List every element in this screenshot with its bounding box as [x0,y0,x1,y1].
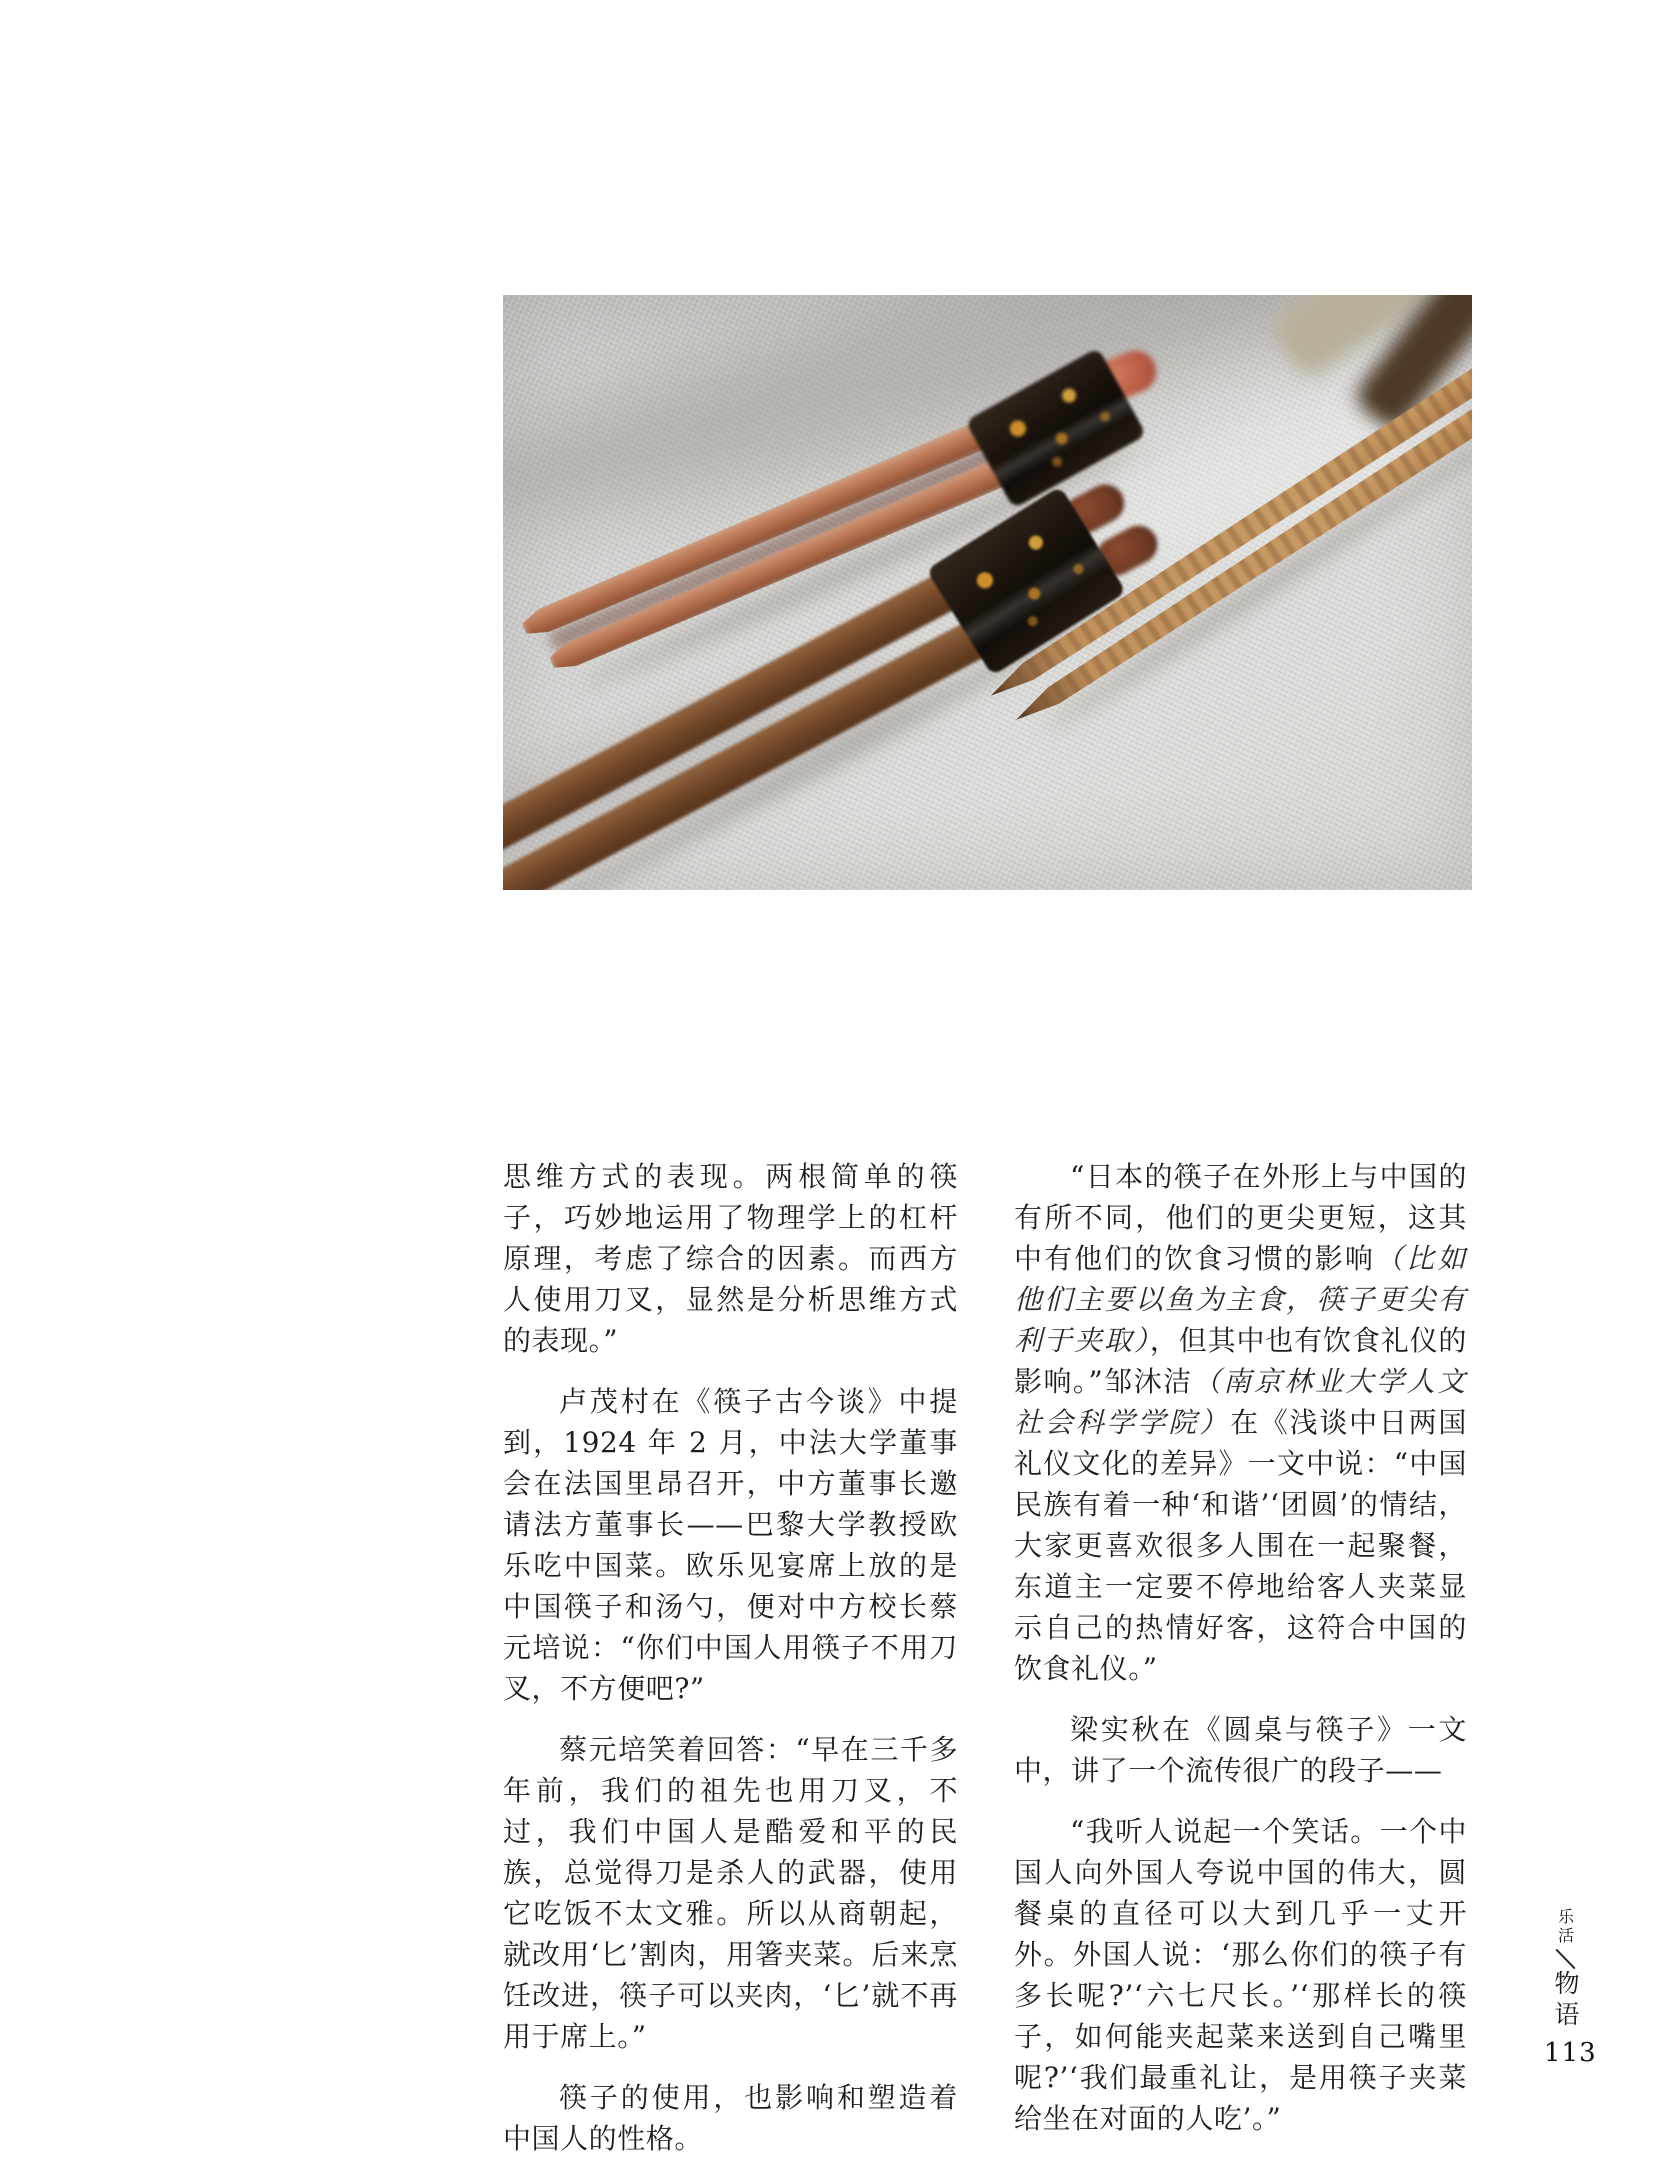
body-text: 筷子的使用，也影响和塑造着中国人的性格。 [503,2081,958,2155]
body-text: “我听人说起一个笑话。一个中国人向外国人夸说中国的伟大，圆餐桌的直径可以大到几乎一丈开外。外国人说：‘那么你们的筷子有多长呢?’‘六七尺长。’‘那样长的筷子，如何能夹起菜来送到自己嘴里呢?’‘我们最重礼让，是用筷子夹菜给坐在对面的人吃’。” [1014,1815,1467,2135]
body-text: 梁实秋在《圆桌与筷子》一文中，讲了一个流传很广的段子—— [1014,1713,1467,1787]
kai-annotation: （比如他们主要以鱼为主食，筷子更尖有利于夹取） [1014,1242,1467,1357]
paragraph [1014,1709,1467,1791]
paragraph [1014,1156,1467,1689]
body-text: 思维方式的表现。两根简单的筷子，巧妙地运用了物理学上的杠杆原理，考虑了综合的因素。而西方人使用刀叉，显然是分析思维方式的表现。” [503,1160,958,1357]
slash-divider [1555,1949,1575,1970]
body-text: 卢茂村在《筷子古今谈》中提到，1924 年 2 月，中法大学董事会在法国里昂召开，中方董事长邀请法方董事长——巴黎大学教授欧乐吃中国菜。欧乐见宴席上放的是中国筷子和汤勺，便对中方校长蔡元培说：“你们中国人用筷子不用刀叉，不方便吧?” [503,1385,958,1705]
body-text: “日本的筷子在外形上与中国的有所不同，他们的更尖更短，这其中有他们的饮食习惯的影响 [1014,1160,1467,1275]
paragraph [503,1156,958,1361]
sidebar-folio [1544,1908,1586,2032]
left-column [503,1156,958,2165]
paragraph [1014,1811,1467,2139]
paragraph [503,1381,958,1709]
kai-annotation: （南京林业大学人文社会科学学院） [1014,1365,1467,1439]
body-text: ，但其中也有饮食礼仪的影响。”邹沐洁 [1014,1324,1467,1398]
right-column [1014,1156,1467,2159]
body-text: 在《浅谈中日两国礼仪文化的差异》一文中说：“中国民族有着一种‘和谐’‘团圆’的情结，大家更喜欢很多人围在一起聚餐，东道主一定要不停地给客人夹菜显示自己的热情好客，这符合中国的饮食礼仪。” [1014,1406,1467,1685]
magazine-name: 乐活 [1555,1908,1575,1946]
body-text: 蔡元培笑着回答：“早在三千多年前，我们的祖先也用刀叉，不过，我们中国人是酷爱和平的民族，总觉得刀是杀人的武器，使用它吃饭不太文雅。所以从商朝起，就改用‘匕’割肉，用箸夹菜。后来烹饪改进，筷子可以夹肉，‘匕’就不再用于席上。” [503,1733,958,2053]
section-name: 物语 [1551,1970,1580,2032]
paragraph [503,1729,958,2057]
paragraph [503,2077,958,2159]
page-number: 113 [1544,2038,1597,2068]
chopsticks-photo [503,295,1472,890]
